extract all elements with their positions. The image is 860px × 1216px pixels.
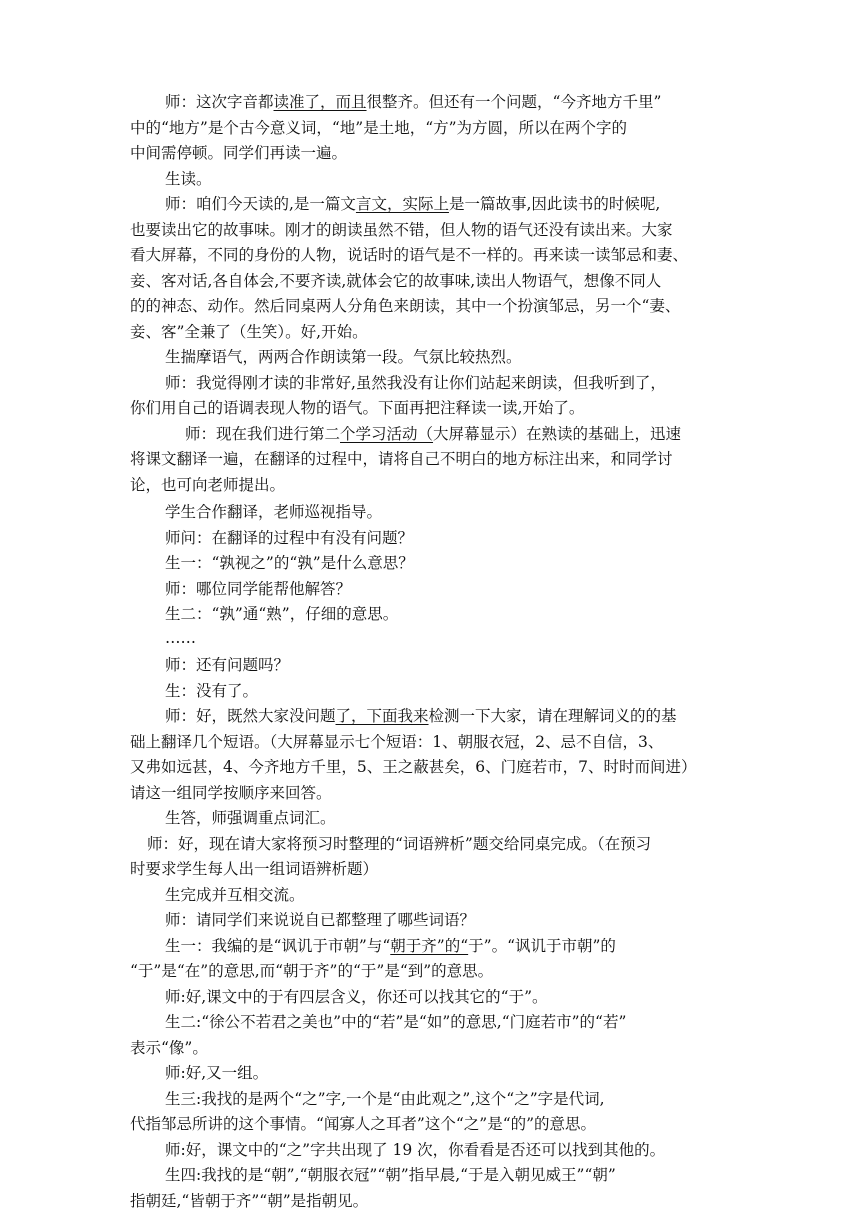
text-line: 师：我觉得刚才读的非常好,虽然我没有让你们站起来朗读，但我听到了，	[165, 374, 666, 392]
text-line: “于”是“在”的意思,而“朝于齐”的“于”是“到”的意思。	[130, 962, 494, 980]
text-line: 生一：“孰视之”的“孰”是什么意思？	[165, 554, 414, 572]
text-line: 生揣摩语气，两两合作朗读第一段。气氛比较热烈。	[165, 348, 522, 366]
text-line: 中的“地方”是个古今意义词，“地”是土地，“方”为方圆，所以在两个字的	[130, 119, 628, 137]
text-line: 师：现在我们进行第二个学习活动（大屏幕显示）在熟读的基础上，迅速	[185, 425, 682, 443]
text-line: 师：还有问题吗？	[165, 656, 290, 674]
text-line: 妾、客”全兼了（生笑）。好,开始。	[130, 323, 368, 341]
text-line: 学生合作翻译，老师巡视指导。	[165, 503, 383, 521]
text-line: 师：请同学们来说说自已都整理了哪些词语？	[165, 911, 476, 929]
text-line: 又弗如远甚，4、今齐地方千里，5、王之蔽甚矣，6、门庭若市，7、时时而间进）	[130, 758, 697, 776]
text-line: 师问：在翻译的过程中有没有问题？	[165, 529, 414, 547]
text-line: ……	[165, 629, 196, 647]
text-line: 师：好，既然大家没问题了，下面我来检测一下大家，请在理解词义的的基	[165, 707, 677, 725]
text-line: 指朝廷,“皆朝于齐”“朝”是指朝见。	[130, 1192, 369, 1210]
text-line: 生一：我编的是“讽讥于市朝”与“朝于齐”的“于”。“讽讥于市朝”的	[165, 937, 616, 955]
text-line: 你们用自己的语调表现人物的语气。下面再把注释读一读,开始了。	[130, 399, 585, 417]
text-line: 生：没有了。	[165, 682, 259, 700]
text-line: 础上翻译几个短语。（大屏幕显示七个短语：1、朝服衣冠，2、忌不自信，3、	[130, 733, 664, 751]
text-line: 师:好，课文中的“之”字共出现了 19 次，你看看是否还可以找到其他的。	[165, 1141, 666, 1159]
text-line: 将课文翻译一遍，在翻译的过程中，请将自己不明白的地方标注出来，和同学讨	[130, 450, 673, 468]
text-line: 生三:我找的是两个“之”字,一个是“由此观之”,这个“之”字是代词,	[165, 1090, 605, 1108]
text-line: 生四:我找的是“朝”,“朝服衣冠”“朝”指早晨,“于是入朝见威王”“朝”	[165, 1166, 616, 1184]
text-line: 生答，师强调重点词汇。	[165, 809, 336, 827]
text-line: 师：咱们今天读的,是一篇文言文，实际上是一篇故事,因此读书的时候呢,	[165, 195, 661, 213]
text-line: 中间需停顿。同学们再读一遍。	[130, 144, 348, 162]
text-line: 师：这次字音都读准了，而且很整齐。但还有一个问题，“今齐地方千里”	[165, 93, 662, 111]
text-line: 代指邹忌所讲的这个事情。“闻寡人之耳者”这个“之”是“的”的意思。	[130, 1115, 597, 1133]
text-line: 看大屏幕，不同的身份的人物，说话时的语气是不一样的。再来读一读邹忌和妻、	[130, 246, 689, 264]
text-line: 师:好,又一组。	[165, 1064, 269, 1082]
text-line: 也要读出它的故事味。刚才的朗读虽然不错，但人物的语气还没有读出来。大家	[130, 221, 673, 239]
text-line: 妾、客对话,各自体会,不要齐读,就体会它的故事味,读出人物语气，想像不同人	[130, 272, 662, 290]
text-line: 的的神态、动作。然后同桌两人分角色来朗读，其中一个扮演邹忌，另一个“妻、	[130, 297, 681, 315]
text-line: 生二:“徐公不若君之美也”中的“若”是“如”的意思,“门庭若市”的“若”	[165, 1013, 627, 1031]
text-line: 生读。	[165, 170, 212, 188]
text-line: 生完成并互相交流。	[165, 886, 305, 904]
text-line: 师：哪位同学能帮他解答？	[165, 580, 352, 598]
text-line: 论，也可向老师提出。	[130, 476, 286, 494]
text-line: 生二：“孰”通“熟”，仔细的意思。	[165, 605, 399, 623]
text-line: 请这一组同学按顺序来回答。	[130, 784, 332, 802]
text-line: 师:好,课文中的于有四层含义，你还可以找其它的“于”。	[165, 988, 548, 1006]
text-line: 时要求学生每人出一组词语辨析题）	[130, 860, 379, 878]
text-line: 表示“像”。	[130, 1039, 208, 1057]
text-line: 师：好，现在请大家将预习时整理的“词语辨析”题交给同桌完成。（在预习	[147, 835, 652, 853]
